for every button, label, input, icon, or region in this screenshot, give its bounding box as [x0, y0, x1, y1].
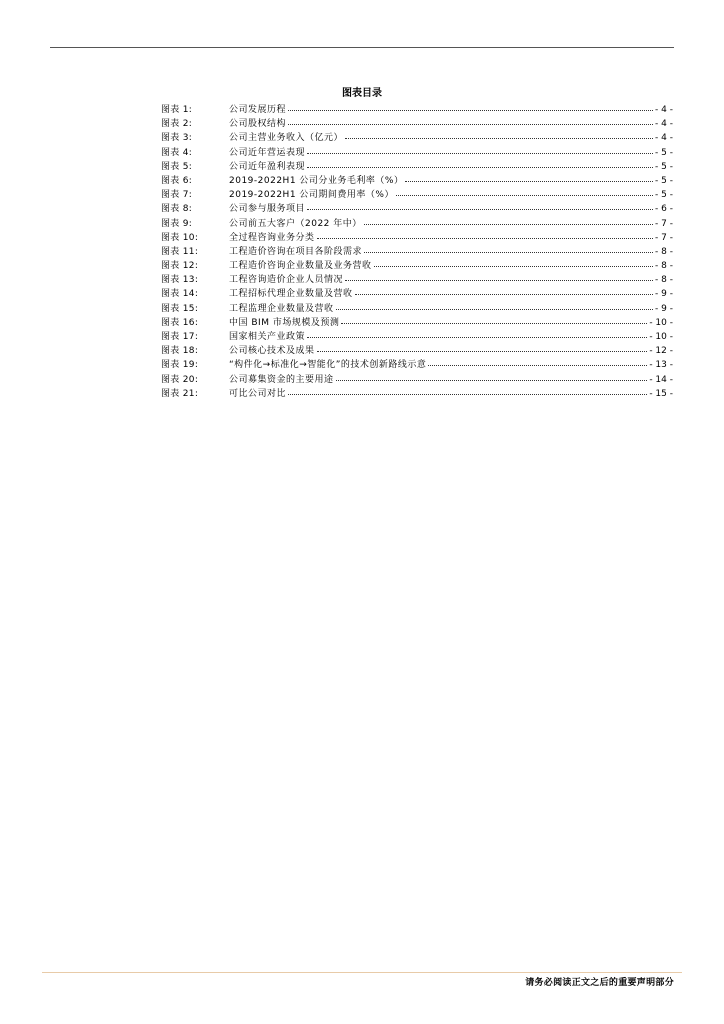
- toc-entry-caption: 工程咨询造价企业人员情况: [229, 275, 344, 286]
- toc-dot-leader: [364, 243, 653, 253]
- toc-entry-caption: 可比公司对比: [229, 388, 287, 399]
- toc-entry-caption: 公司股权结构: [229, 119, 287, 130]
- toc-entry-page: - 7 -: [655, 232, 673, 243]
- toc-entry[interactable]: [161, 329, 673, 343]
- toc-dot-leader: [345, 129, 653, 139]
- toc-dot-leader: [288, 101, 653, 111]
- toc-entry[interactable]: [161, 187, 673, 201]
- toc-entry-caption: 中国 BIM 市场规模及预测: [229, 317, 340, 328]
- toc-entry-caption: 公司前五大客户（2022 年中）: [229, 218, 362, 229]
- toc-entry[interactable]: [161, 201, 673, 215]
- toc-entry-page: - 8 -: [655, 261, 673, 272]
- toc-entry-number: 图表 14:: [161, 289, 199, 300]
- toc-entry-number: 图表 3:: [161, 133, 193, 144]
- toc-dot-leader: [307, 200, 653, 210]
- toc-entry-caption: 公司近年盈利表现: [229, 161, 306, 172]
- toc-entry-page: - 7 -: [655, 218, 673, 229]
- toc-entry[interactable]: [161, 372, 673, 386]
- toc-entry[interactable]: [161, 230, 673, 244]
- toc-entry[interactable]: [161, 386, 673, 400]
- toc-entry-caption: 公司发展历程: [229, 105, 287, 115]
- toc-dot-leader: [428, 356, 647, 366]
- toc-entry-caption: 国家相关产业政策: [229, 332, 306, 342]
- toc-title: 图表目录: [342, 88, 382, 99]
- toc-entry-number: 图表 1:: [161, 105, 193, 115]
- toc-entry[interactable]: [161, 301, 673, 315]
- toc-entry-caption: 工程造价咨询企业数量及业务营收: [229, 261, 372, 272]
- footer-rule: [42, 972, 682, 973]
- toc-entry-number: 图表 10:: [161, 232, 199, 243]
- toc-entry[interactable]: [161, 102, 673, 116]
- toc-dot-leader: [317, 342, 648, 352]
- toc-dot-leader: [364, 215, 653, 225]
- toc-dot-leader: [307, 328, 647, 338]
- toc-dot-leader: [307, 144, 653, 154]
- toc-entry-page: - 9 -: [655, 303, 673, 314]
- toc-entry-page: - 6 -: [655, 204, 673, 215]
- toc-entry-caption: 公司主营业务收入（亿元）: [229, 133, 344, 144]
- toc-entry-number: 图表 11:: [161, 246, 199, 257]
- toc-entry-number: 图表 2:: [161, 119, 193, 130]
- toc-entry-page: - 5 -: [655, 147, 673, 158]
- toc-entry-number: 图表 19:: [161, 360, 199, 371]
- toc-entry[interactable]: [161, 272, 673, 286]
- toc-dot-leader: [396, 186, 653, 196]
- toc-entry-caption: 公司近年营运表现: [229, 147, 306, 158]
- toc-entry-caption: “构件化→标准化→智能化”的技术创新路线示意: [229, 360, 427, 371]
- toc-entry[interactable]: [161, 130, 673, 144]
- toc-entry-page: - 5 -: [655, 161, 673, 172]
- toc-entry[interactable]: [161, 216, 673, 230]
- toc-entry-page: - 4 -: [655, 119, 673, 130]
- toc-dot-leader: [345, 271, 653, 281]
- toc-entry-page: - 5 -: [655, 190, 673, 201]
- toc-entry-number: 图表 18:: [161, 346, 199, 357]
- toc-entry-caption: 公司参与服务项目: [229, 204, 306, 215]
- toc-entry[interactable]: [161, 145, 673, 159]
- toc-entry-caption: 工程监理企业数量及营收: [229, 303, 334, 314]
- toc-entry-page: - 14 -: [649, 374, 673, 385]
- toc-dot-leader: [336, 300, 654, 310]
- toc-entry-number: 图表 8:: [161, 204, 193, 215]
- toc-dot-leader: [341, 314, 647, 324]
- toc-entry[interactable]: [161, 343, 673, 357]
- toc-entry-page: - 5 -: [655, 175, 673, 186]
- toc-dot-leader: [307, 158, 653, 168]
- toc-entry-caption: 全过程咨询业务分类: [229, 232, 315, 243]
- toc-entry-caption: 公司核心技术及成果: [229, 346, 315, 357]
- toc-entry-caption: 公司募集资金的主要用途: [229, 374, 334, 385]
- toc-entry-page: - 8 -: [655, 275, 673, 286]
- toc-dot-leader: [355, 285, 654, 295]
- toc-dot-leader: [336, 371, 648, 381]
- toc-entry[interactable]: [161, 286, 673, 300]
- toc-entry-page: - 13 -: [649, 360, 673, 371]
- toc-entry-number: 图表 12:: [161, 261, 199, 272]
- toc-dot-leader: [317, 229, 654, 239]
- toc-entry-number: 图表 21:: [161, 388, 199, 399]
- toc-entry[interactable]: [161, 173, 673, 187]
- toc-entry-caption: 工程造价咨询在项目各阶段需求: [229, 246, 363, 257]
- toc-entry-caption: 2019-2022H1 公司分业务毛利率（%）: [229, 175, 404, 186]
- toc-entry-number: 图表 16:: [161, 317, 199, 328]
- toc-entry-page: - 15 -: [649, 388, 673, 399]
- toc-entry-number: 图表 20:: [161, 374, 199, 385]
- toc-entry[interactable]: [161, 244, 673, 258]
- toc-entry-caption: 2019-2022H1 公司期间费用率（%）: [229, 190, 394, 201]
- header-rule: [50, 47, 674, 48]
- toc-entry-page: - 4 -: [655, 133, 673, 144]
- toc-entry-caption: 工程招标代理企业数量及营收: [229, 289, 353, 300]
- toc-entry-number: 图表 15:: [161, 303, 199, 314]
- toc-entry-number: 图表 6:: [161, 175, 193, 186]
- toc-entry-number: 图表 5:: [161, 161, 193, 172]
- toc-entry-page: - 10 -: [649, 317, 673, 328]
- toc-entry[interactable]: [161, 258, 673, 272]
- toc-dot-leader: [288, 115, 653, 125]
- toc-dot-leader: [374, 257, 654, 267]
- toc-entry[interactable]: [161, 116, 673, 130]
- disclaimer-note: 请务必阅读正文之后的重要声明部分: [525, 978, 674, 988]
- toc-entry[interactable]: [161, 357, 673, 371]
- toc-entry[interactable]: [161, 159, 673, 173]
- toc-entry-page: - 10 -: [649, 332, 673, 342]
- toc-dot-leader: [405, 172, 653, 182]
- toc-entry-page: - 9 -: [655, 289, 673, 300]
- toc-entry-number: 图表 7:: [161, 190, 193, 201]
- toc-entry-page: - 8 -: [655, 246, 673, 257]
- toc-entry[interactable]: [161, 315, 673, 329]
- toc-entry-number: 图表 9:: [161, 218, 193, 229]
- toc-dot-leader: [288, 385, 647, 395]
- toc-entry-number: 图表 13:: [161, 275, 199, 286]
- toc-entry-number: 图表 4:: [161, 147, 193, 158]
- table-of-figures: [161, 102, 673, 400]
- toc-entry-number: 图表 17:: [161, 332, 199, 342]
- toc-entry-page: - 4 -: [655, 105, 673, 115]
- toc-entry-page: - 12 -: [649, 346, 673, 357]
